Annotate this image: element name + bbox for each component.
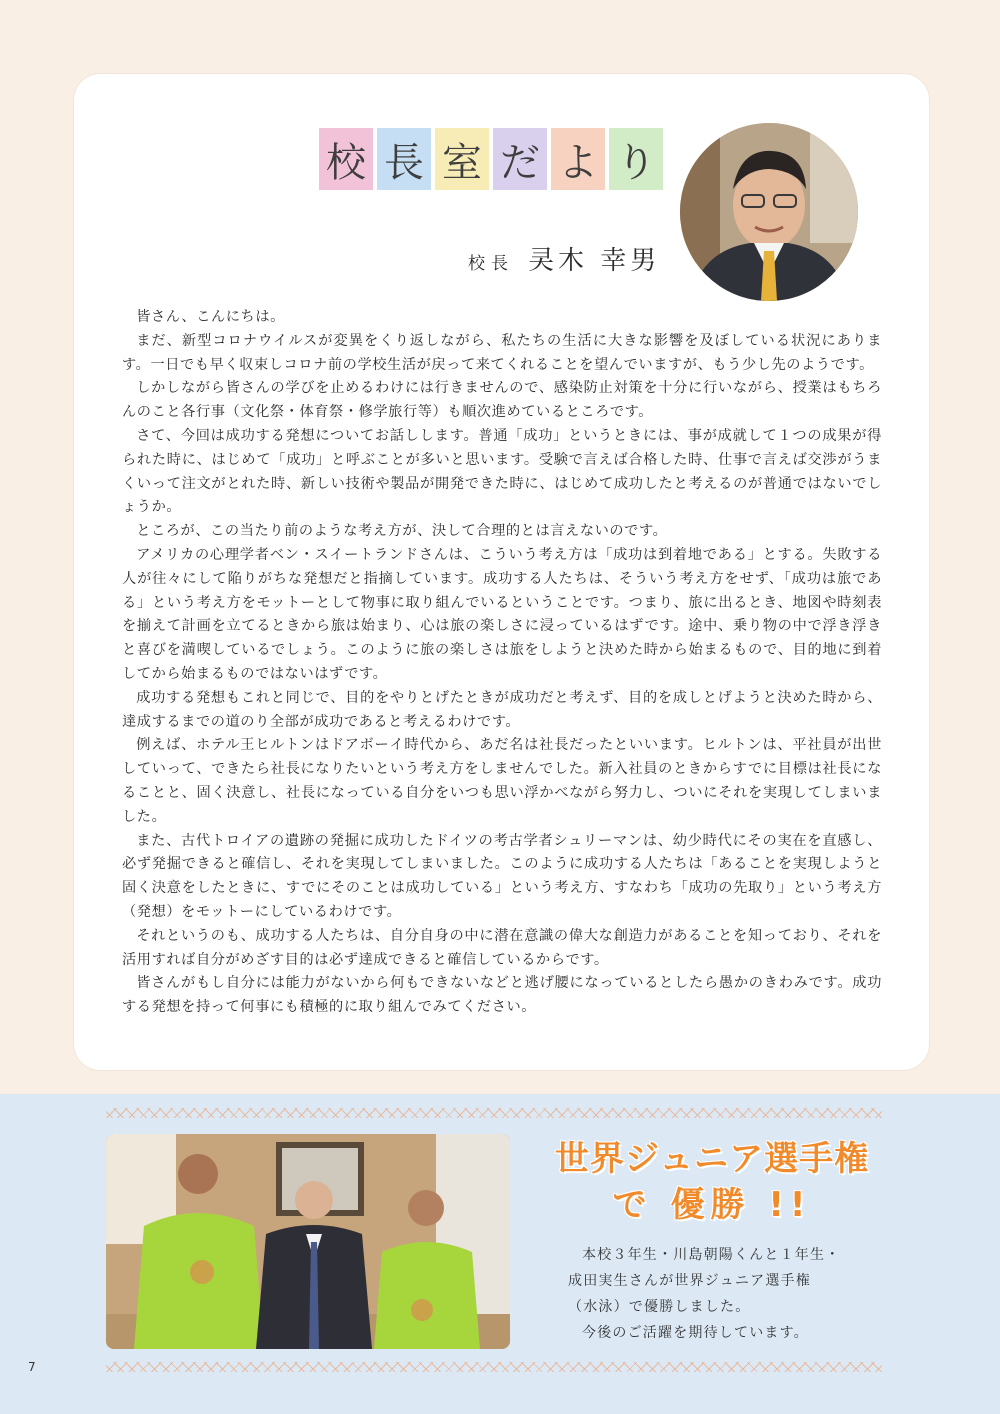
decorative-border-top	[106, 1108, 882, 1118]
title-char-tile: 長	[377, 128, 431, 190]
column-paragraph: 皆さん、こんにちは。	[136, 309, 285, 325]
column-paragraph: まだ、新型コロナウイルスが変異をくり返しながら、私たちの生活に大きな影響を及ぼしている状況にあります。一日でも早く収束しコロナ前の学校生活が戻って来てくれることを望んでいますが、もう少し先のようです。	[122, 332, 882, 373]
column-paragraph: それというのも、成功する人たちは、自分自身の中に潜在意識の偉大な創造力があることを知っており、それを活用すれば自分がめざす目的は必ず達成できると確信しているからです。	[122, 927, 882, 968]
column-paragraph: しかしながら皆さんの学びを止めるわけには行きませんので、感染防止対策を十分に行いながら、授業はもちろんのこと各行事（文化祭・体育祭・修学旅行等）も順次進めているところです。	[122, 380, 882, 421]
principal-portrait-illustration	[680, 123, 858, 301]
column-paragraph: 皆さんがもし自分には能力がないから何もできないなどと逃げ腰になっているとしたら愚かのきわみです。成功する発想を持って何事にも積極的に取り組んでみてください。	[122, 975, 882, 1016]
column-paragraph: ところが、この当たり前のような考え方が、決して合理的とは言えないのです。	[136, 523, 668, 540]
news-line: 今後のご活躍を期待しています。	[582, 1325, 809, 1341]
news-line: 成田実生さんが世界ジュニア選手権	[568, 1273, 811, 1289]
column-paragraph: 成功する発想もこれと同じで、目的をやりとげたときが成功だと考えず、目的を成しとげようと決めた時から、達成するまでの道のり全部が成功であると考えるわけです。	[122, 689, 882, 730]
title-char-tile: 校	[319, 128, 373, 190]
title-char-tile: よ	[551, 128, 605, 190]
title-char-tile: り	[609, 128, 663, 190]
news-body	[568, 1242, 868, 1346]
swimmers-photo-illustration	[106, 1134, 510, 1349]
news-line: 本校３年生・川島朝陽くんと１年生・	[582, 1247, 841, 1263]
column-body	[122, 306, 882, 1020]
author-byline	[468, 240, 660, 277]
author-role: 校長	[468, 254, 514, 274]
principal-portrait-photo	[680, 123, 858, 301]
news-line: （水泳）で優勝しました。	[568, 1299, 751, 1315]
column-paragraph: アメリカの心理学者ベン・スイートランドさんは、こういう考え方は「成功は到着地である」とする。失敗する人が往々にして陥りがちな発想だと指摘しています。成功する人たちは、そういう考え方をせず、「成功は旅である」という考え方をモットーとして物事に取り組んでいるということです。つまり、旅に出るとき、地図や時刻表を揃えて計画を立てるときから旅は始まり、心は旅の楽しさに浸っているはずです。途中、乗り物の中で浮き浮きと喜びを満喫しているでしょう。このように旅の楽しさは旅をしようと決めた時から始まるもので、目的地に到着してから始まるものではないはずです。	[122, 546, 882, 682]
column-paragraph: 例えば、ホテル王ヒルトンはドアボーイ時代から、あだ名は社長だったといいます。ヒルトンは、平社員が出世していって、できたら社長になりたいという考え方をしませんでした。新入社員のときからすでに目標は社長になることと、固く決意し、社長になっている自分をいつも思い浮かべながら努力し、ついにそれを実現してしまいました。	[122, 737, 882, 825]
title-char-tile: 室	[435, 128, 489, 190]
page-number: 7	[28, 1360, 36, 1374]
swimmers-group-photo	[106, 1134, 510, 1349]
column-paragraph: また、古代トロイアの遺跡の発掘に成功したドイツの考古学者シュリーマンは、幼少時代にその実在を直感し、必ず発掘できると確信し、それを実現してしまいました。このように成功する人たちは「あることを実現しようと固く決意をしたときに、すでにそのことは成功している」という考え方、すなわち「成功の先取り」という考え方（発想）をモットーにしているわけです。	[122, 832, 882, 920]
news-headline	[542, 1137, 882, 1229]
column-title	[319, 128, 663, 190]
news-headline-line2: で 優勝 !!	[612, 1185, 812, 1225]
decorative-border-bottom	[106, 1362, 882, 1372]
title-char-tile: だ	[493, 128, 547, 190]
column-paragraph: さて、今回は成功する発想についてお話しします。普通「成功」というときには、事が成就して１つの成果が得られた時に、はじめて「成功」と呼ぶことが多いと思います。受験で言えば合格した時、仕事で言えば交渉がうまくいって注文がとれた時、新しい技術や製品が開発できた時に、はじめて成功したと考えるのが普通ではないでしょうか。	[122, 427, 882, 516]
author-name: 㚑木 幸男	[528, 246, 661, 276]
news-headline-line1: 世界ジュニア選手権	[554, 1139, 870, 1179]
